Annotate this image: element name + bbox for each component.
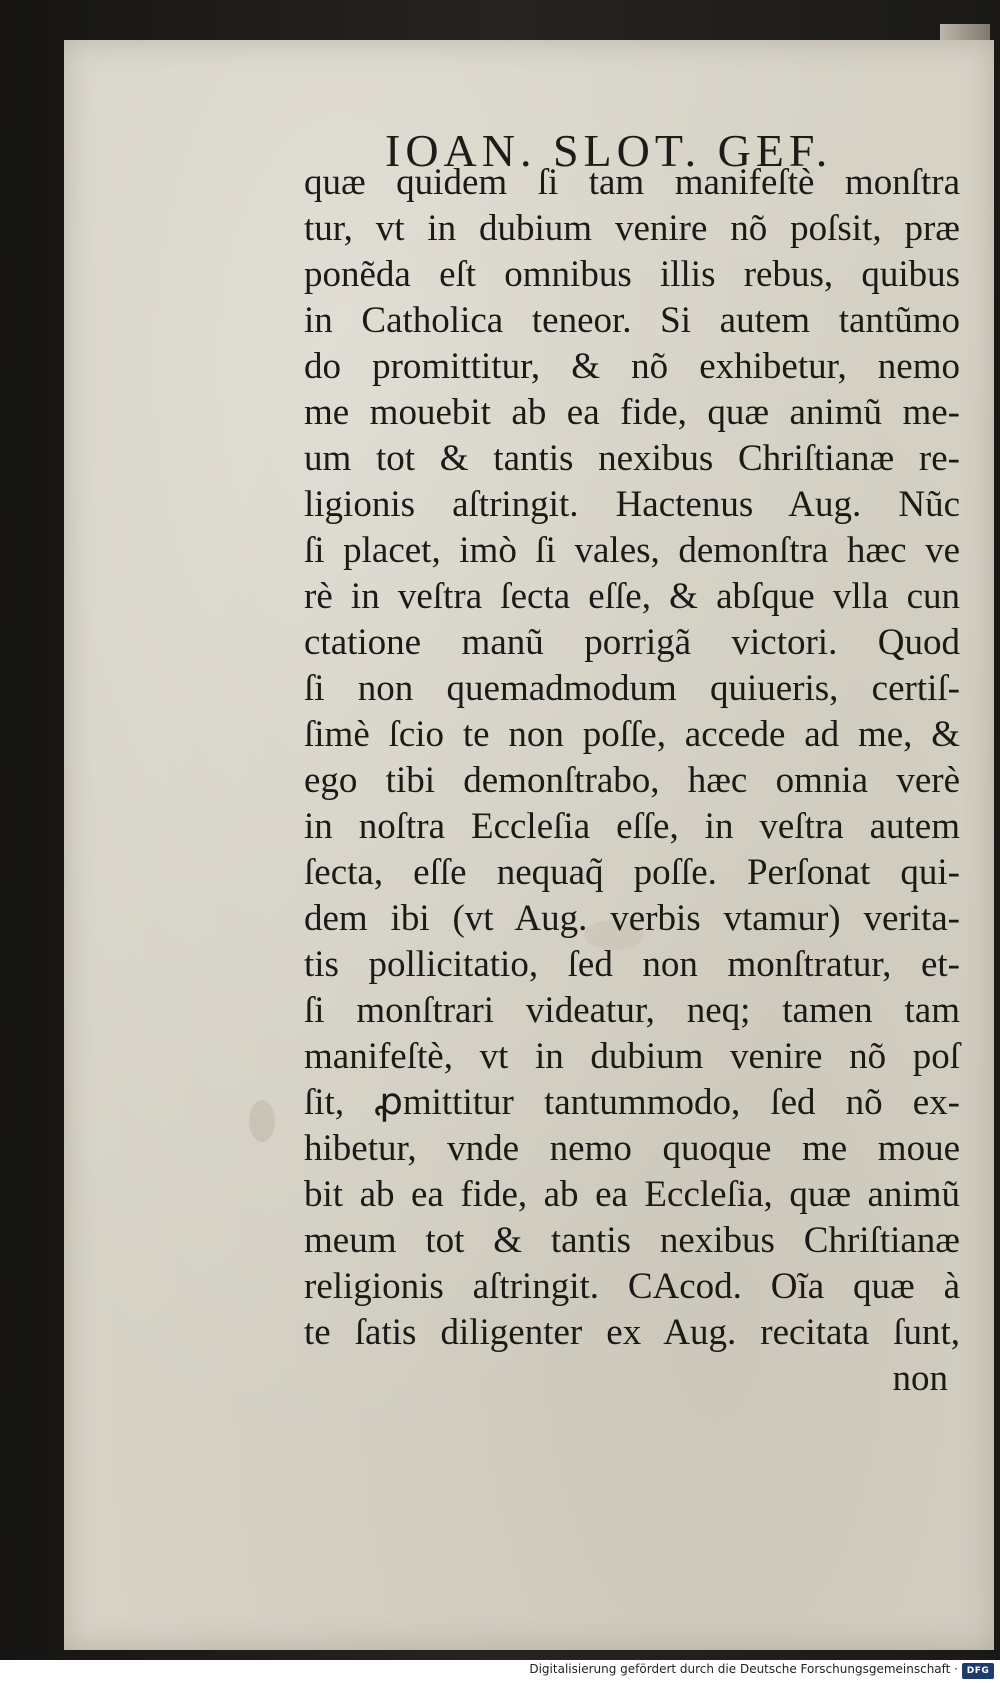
text-line: te ſatis diligenter ex Aug. recitata ſunt, [304,1312,960,1353]
text-line: um tot & tantis nexibus Chriſtianæ re- [304,438,960,479]
text-line: ego tibi demonſtrabo, hæc omnia verè [304,760,960,801]
text-line: non [892,1358,948,1399]
footer-credit: Digitalisierung gefördert durch die Deutsche Forschungsgemeinschaft · [529,1662,958,1676]
text-line: ſit, ꝓmittitur tantummodo, ſed nõ ex- [304,1082,960,1123]
text-line: rè in veſtra ſecta eſſe, & abſque vlla cun [304,576,960,617]
dfg-logo-text: DFG [966,1666,990,1676]
footer-bar [0,1660,1000,1683]
text-line: in noſtra Eccleſia eſſe, in veſtra autem [304,806,960,847]
text-line: ponẽda eſt omnibus illis rebus, quibus [304,254,960,295]
text-line: ctatione manũ porrigã victori. Quod [304,622,960,663]
text-line: in Catholica teneor. Si autem tantũmo [304,300,960,341]
text-line: dem ibi (vt Aug. verbis vtamur) verita- [304,898,960,939]
text-line: ſimè ſcio te non poſſe, accede ad me, & [304,714,960,755]
text-line: me mouebit ab ea fide, quæ animũ me- [304,392,960,433]
text-line: bit ab ea fide, ab ea Eccleſia, quæ animũ [304,1174,960,1215]
paper-stain [249,1100,275,1142]
text-line: ſecta, eſſe nequaq̃ poſſe. Perſonat qui- [304,852,960,893]
running-head: IOAN. SLOT. GEF. [385,125,833,176]
text-line: do promittitur, & nõ exhibetur, nemo [304,346,960,387]
text-line: quæ quidem ſi tam manifeſtè monſtra [304,162,960,203]
text-line: tis pollicitatio, ſed non monſtratur, et- [304,944,960,985]
dfg-logo [962,1663,994,1679]
text-line: ſi monſtrari videatur, neq; tamen tam [304,990,960,1031]
text-line: ſi placet, imò ſi vales, demonſtra hæc ve [304,530,960,571]
text-line: manifeſtè, vt in dubium venire nõ poſ [304,1036,960,1077]
text-line: ligionis aſtringit. Hactenus Aug. Nũc [304,484,960,525]
text-line: meum tot & tantis nexibus Chriſtianæ [304,1220,960,1261]
text-line: hibetur, vnde nemo quoque me moue [304,1128,960,1169]
text-line: ſi non quemadmodum quiueris, certiſ- [304,668,960,709]
body-text [304,160,960,1402]
text-line: tur, vt in dubium venire nõ poſsit, præ [304,208,960,249]
text-line: religionis aſtringit. CAcod. Oĩa quæ à [304,1266,960,1307]
